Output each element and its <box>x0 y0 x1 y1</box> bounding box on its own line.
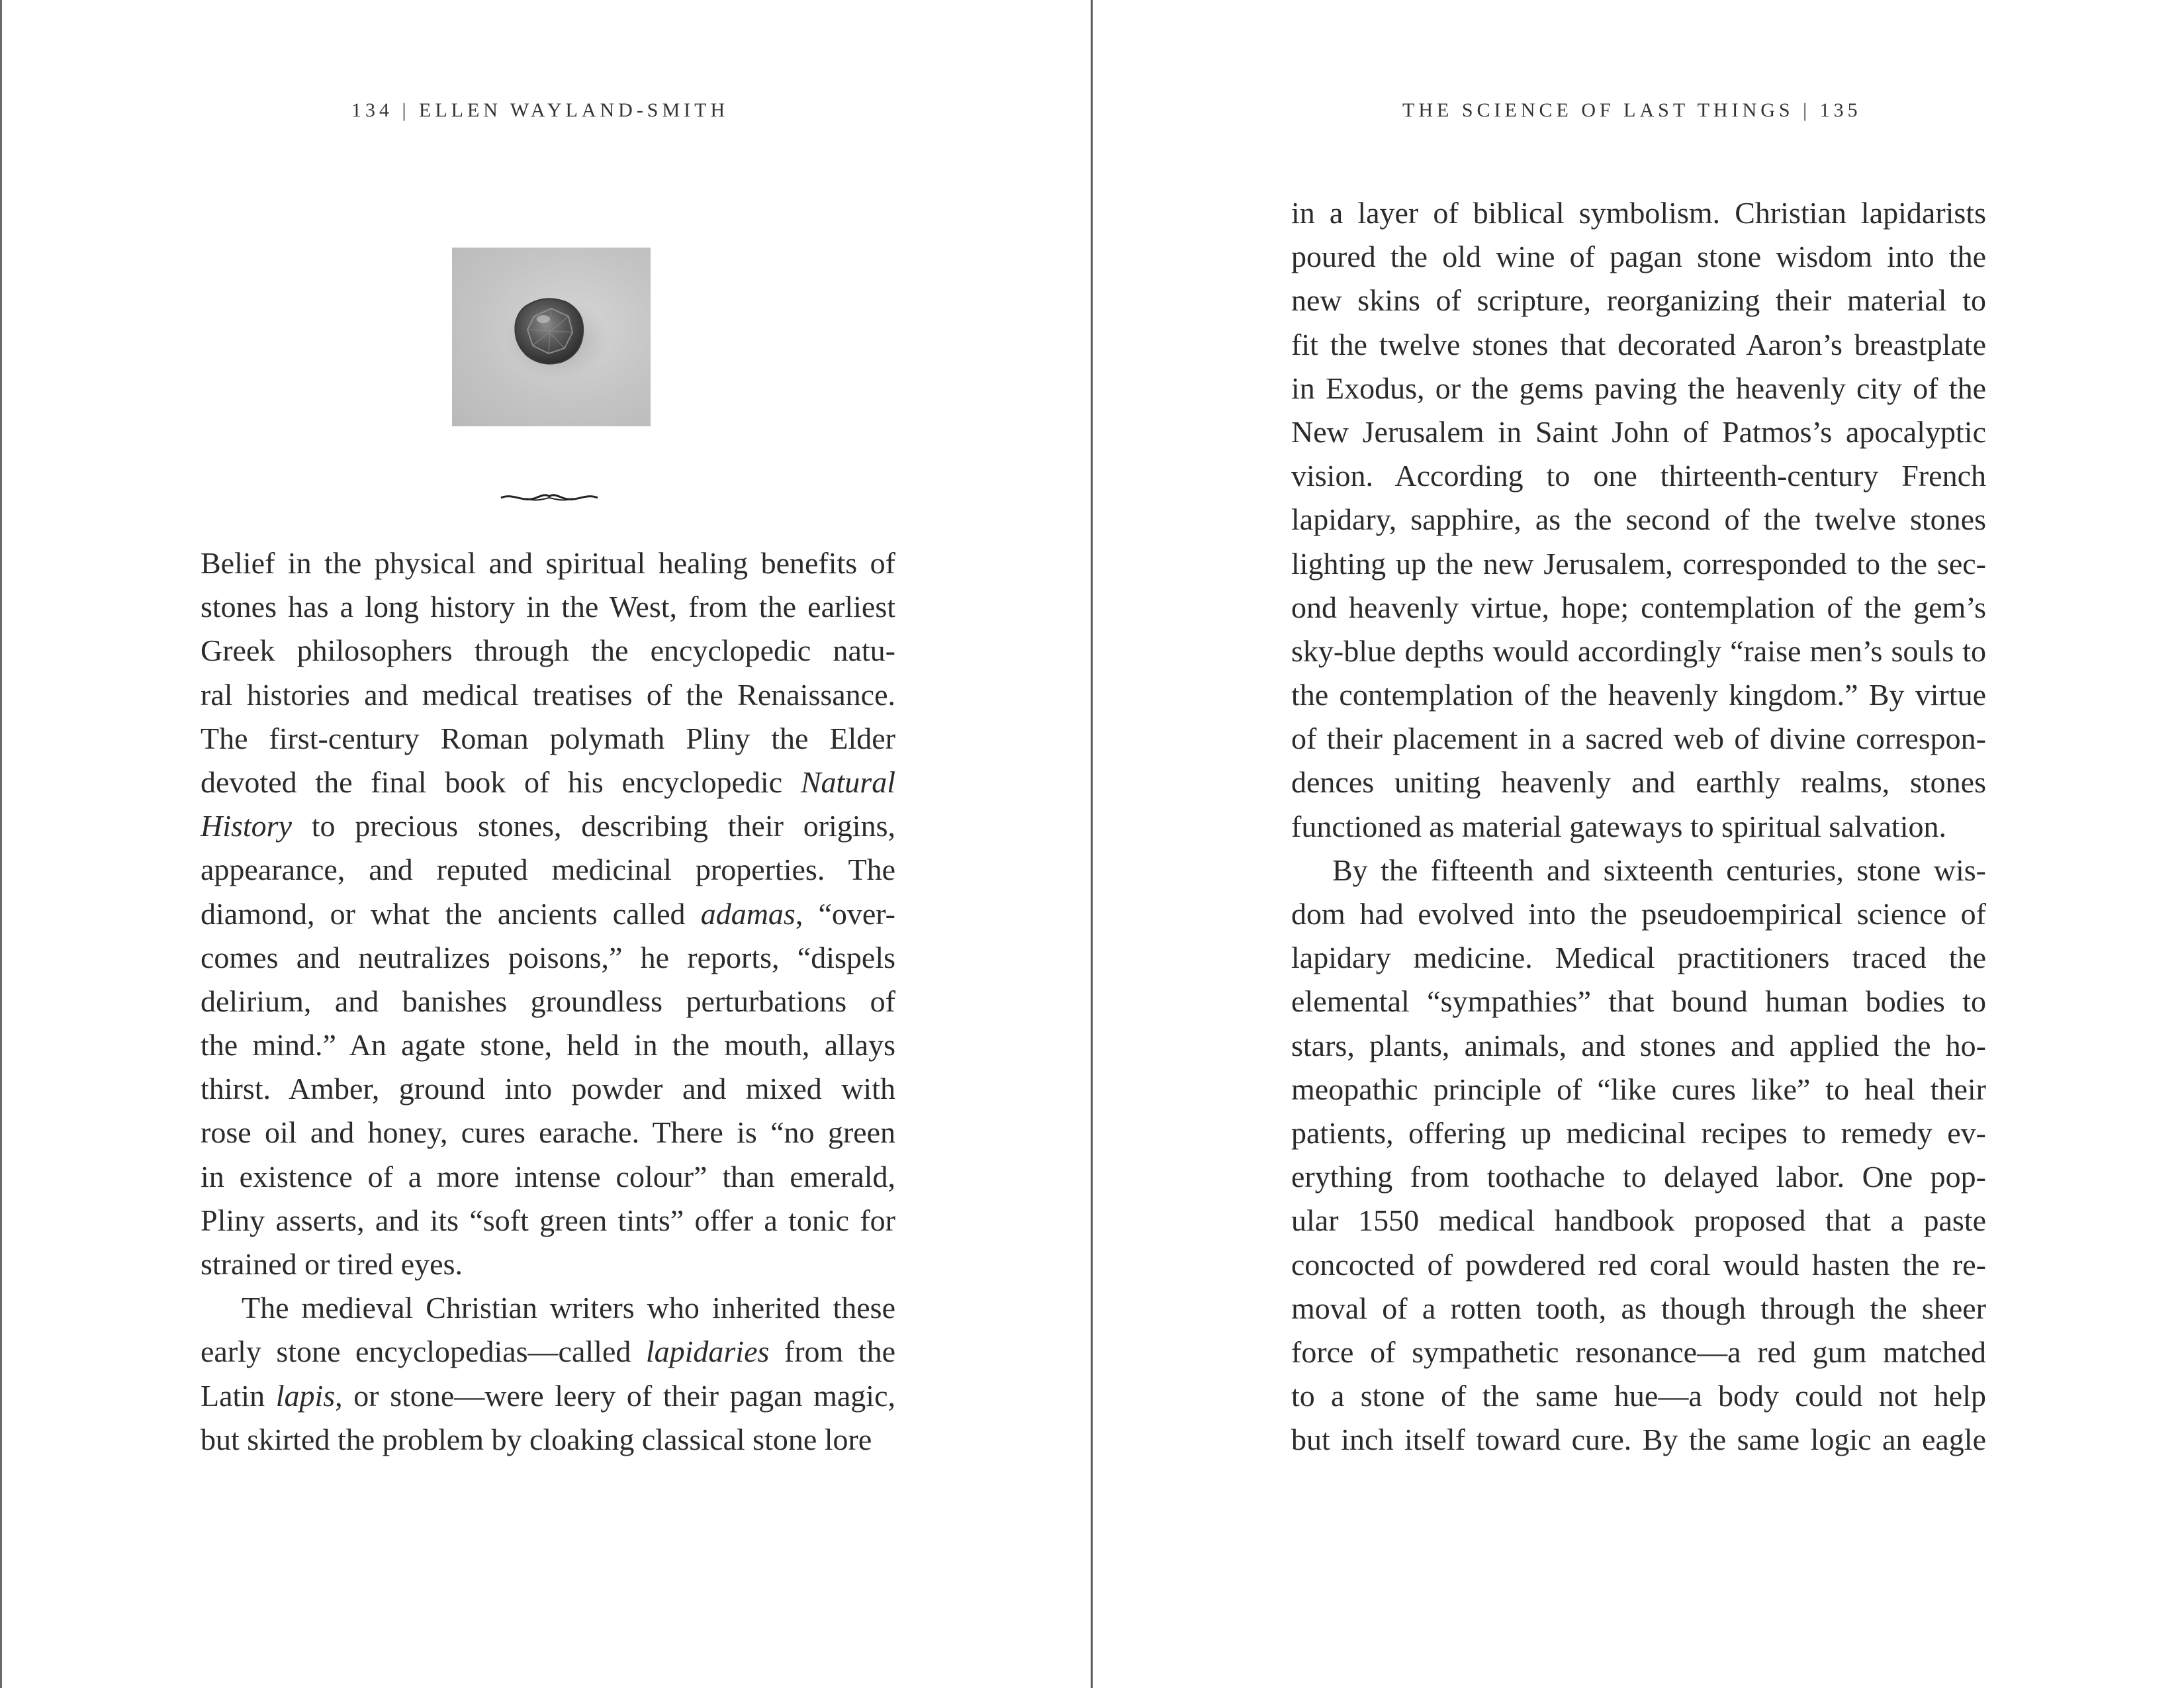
text-line: lapidary, sapphire, as the second of the twelve stones <box>1291 502 1986 537</box>
right-running-head: THE SCIENCE OF LAST THINGS | 135 <box>1402 99 1862 121</box>
right-body-text <box>1291 191 1986 1462</box>
text-line: poured the old wine of pagan stone wisdom into the <box>1291 240 1986 274</box>
text-line: Latin lapis, or stone—were leery of their pagan magic, <box>201 1378 895 1413</box>
gemstone-image <box>452 248 651 426</box>
text-line: New Jerusalem in Saint John of Patmos’s apocalyptic <box>1291 414 1986 449</box>
text-line: lapidary medicine. Medical practitioners traced the <box>1291 941 1986 975</box>
italic-term: History <box>201 809 292 843</box>
text-line: strained or tired eyes. <box>201 1247 463 1281</box>
text-line: new skins of scripture, reorganizing their material to <box>1291 283 1986 318</box>
text-line: to a stone of the same hue—a body could not help <box>1291 1379 1986 1413</box>
text-line: ular 1550 medical handbook proposed that a paste <box>1291 1203 1986 1238</box>
text-line: The medieval Christian writers who inherited these <box>242 1291 895 1325</box>
text-line: sky-blue depths would accordingly “raise men’s souls to <box>1291 633 1986 668</box>
text-line: moval of a rotten tooth, as though through the sheer <box>1291 1291 1986 1325</box>
text-line: meopathic principle of “like cures like” to heal their <box>1291 1072 1986 1106</box>
left-page <box>0 0 1091 1688</box>
text-line: devoted the final book of his encyclopedic Natural <box>201 765 895 799</box>
text-line: concocted of powdered red coral would hasten the re- <box>1291 1247 1986 1282</box>
text-line: dom had evolved into the pseudoempirical science of <box>1291 897 1986 931</box>
text-line: comes and neutralizes poisons,” he reports, “dispels <box>201 940 895 974</box>
gemstone-photo <box>452 248 651 426</box>
text-line: The first-century Roman polymath Pliny the Elder <box>201 721 895 755</box>
text-line: stars, plants, animals, and stones and applied the ho- <box>1291 1028 1986 1062</box>
text-line: erything from toothache to delayed labor. One pop- <box>1291 1160 1986 1194</box>
text-line: fit the twelve stones that decorated Aaron’s breastplate <box>1291 327 1986 361</box>
text-line: the contemplation of the heavenly kingdom.” By virtue <box>1291 678 1986 712</box>
text-line: of their placement in a sacred web of divine correspon- <box>1291 722 1986 756</box>
italic-term: lapis <box>275 1378 336 1413</box>
italic-term: Natural <box>800 765 895 799</box>
text-line: in existence of a more intense colour” than emerald, <box>201 1159 895 1194</box>
text-line: in Exodus, or the gems paving the heavenly city of the <box>1291 371 1986 405</box>
text-line: lighting up the new Jerusalem, corresponded to the sec- <box>1291 546 1986 581</box>
text-line: appearance, and reputed medicinal properties. The <box>201 853 895 887</box>
text-line: the mind.” An agate stone, held in the mouth, allays <box>201 1028 895 1062</box>
text-line: vision. According to one thirteenth-century French <box>1291 459 1986 493</box>
text-line: rose oil and honey, cures earache. There is “no green <box>201 1115 895 1150</box>
text-line: patients, offering up medicinal recipes to remedy ev- <box>1291 1115 1986 1150</box>
italic-term: adamas <box>700 896 796 931</box>
left-running-head: 134 | ELLEN WAYLAND-SMITH <box>351 99 729 121</box>
text-line: force of sympathetic resonance—a red gum matched <box>1291 1335 1986 1369</box>
text-line: History to precious stones, describing their origins, <box>201 809 895 843</box>
text-line: functioned as material gateways to spiritual salvation. <box>1291 809 1946 843</box>
text-line: delirium, and banishes groundless perturbations of <box>201 984 895 1018</box>
text-line: in a layer of biblical symbolism. Christian lapidarists <box>1291 196 1986 230</box>
right-page <box>1093 0 2184 1688</box>
text-line: By the fifteenth and sixteenth centuries, stone wis- <box>1332 853 1986 887</box>
text-line: dences uniting heavenly and earthly realms, stones <box>1291 765 1986 800</box>
italic-term: lapidaries <box>645 1335 770 1369</box>
text-line: early stone encyclopedias—called lapidaries from the <box>201 1335 895 1369</box>
section-ornament <box>500 490 599 509</box>
text-line: Belief in the physical and spiritual healing benefits of <box>201 546 895 580</box>
text-line: stones has a long history in the West, from the earliest <box>201 590 895 624</box>
text-line: elemental “sympathies” that bound human bodies to <box>1291 984 1986 1019</box>
text-line: ral histories and medical treatises of the Renaissance. <box>201 677 895 712</box>
text-line: but inch itself toward cure. By the same logic an eagle <box>1291 1423 1986 1457</box>
text-line: but skirted the problem by cloaking classical stone lore <box>201 1422 872 1456</box>
text-line: diamond, or what the ancients called adamas, “over- <box>201 896 895 931</box>
text-line: Greek philosophers through the encyclopedic natu- <box>201 633 895 668</box>
text-line: ond heavenly virtue, hope; contemplation of the gem’s <box>1291 590 1986 624</box>
text-line: thirst. Amber, ground into powder and mixed with <box>201 1072 895 1106</box>
left-body-text <box>201 541 895 1462</box>
text-line: Pliny asserts, and its “soft green tints” offer a tonic for <box>201 1203 895 1237</box>
